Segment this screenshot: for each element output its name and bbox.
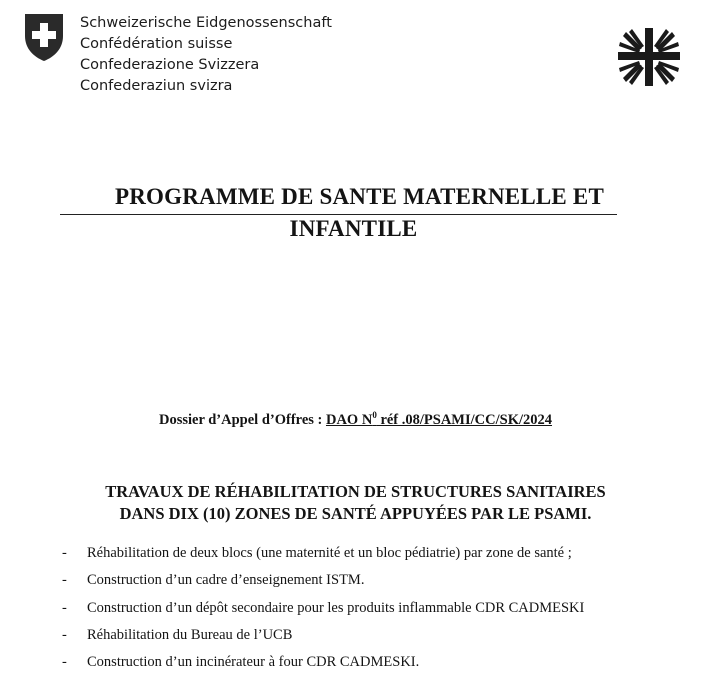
list-item [62,598,584,625]
swiss-cross-shield-icon [23,12,65,62]
list-item-text: Construction d’un cadre d’enseignement ISTM. [87,572,365,589]
list-bullet: - [62,654,67,671]
dossier-reference [0,410,711,430]
list-item-text: Construction d’un dépôt secondaire pour les produits inflammable CDR CADMESKI [87,599,585,616]
list-bullet: - [62,545,67,561]
list-item [62,625,584,652]
confederation-names [80,13,332,97]
dao-reference [326,412,552,428]
confederation-line-de: Schweizerische Eidgenossenschaft [80,15,332,31]
confederation-line-it: Confederazione Svizzera [80,57,260,73]
dao-ref-number: réf .08/PSAMI/CC/SK/2024 [376,412,553,428]
dao-ref-prefix: DAO N [325,412,373,428]
program-title-line-2: INFANTILE [289,216,418,241]
program-title-line-1: PROGRAMME DE SANTE MATERNELLE ET [114,184,605,209]
list-item [62,652,584,679]
works-item-list [62,543,584,679]
radiant-cross-logo-icon [614,26,684,88]
list-bullet: - [62,572,67,589]
confederation-line-fr: Confédération suisse [80,36,233,52]
list-item-text: Construction d’un incinérateur à four CDR CADMESKI. [87,654,420,671]
works-heading-line-1: TRAVAUX DE RÉHABILITATION DE STRUCTURES SANITAIRES [105,482,606,501]
dao-ref-superscript: 0 [372,410,377,421]
works-heading-line-2: DANS DIX (10) ZONES DE SANTÉ APPUYÉES PAR LE PSAMI. [119,504,592,523]
confederation-line-rm: Confederaziun svizra [80,78,233,94]
list-bullet: - [62,626,67,643]
works-heading [0,481,711,525]
list-item-text: Réhabilitation de deux blocs (une maternité et un bloc pédiatrie) par zone de santé ; [87,545,572,561]
dossier-label: Dossier d’Appel d’Offres : [158,412,326,428]
list-bullet: - [62,599,67,616]
list-item-text: Réhabilitation du Bureau de l’UCB [87,626,293,643]
list-item [62,543,584,570]
list-item [62,570,584,597]
